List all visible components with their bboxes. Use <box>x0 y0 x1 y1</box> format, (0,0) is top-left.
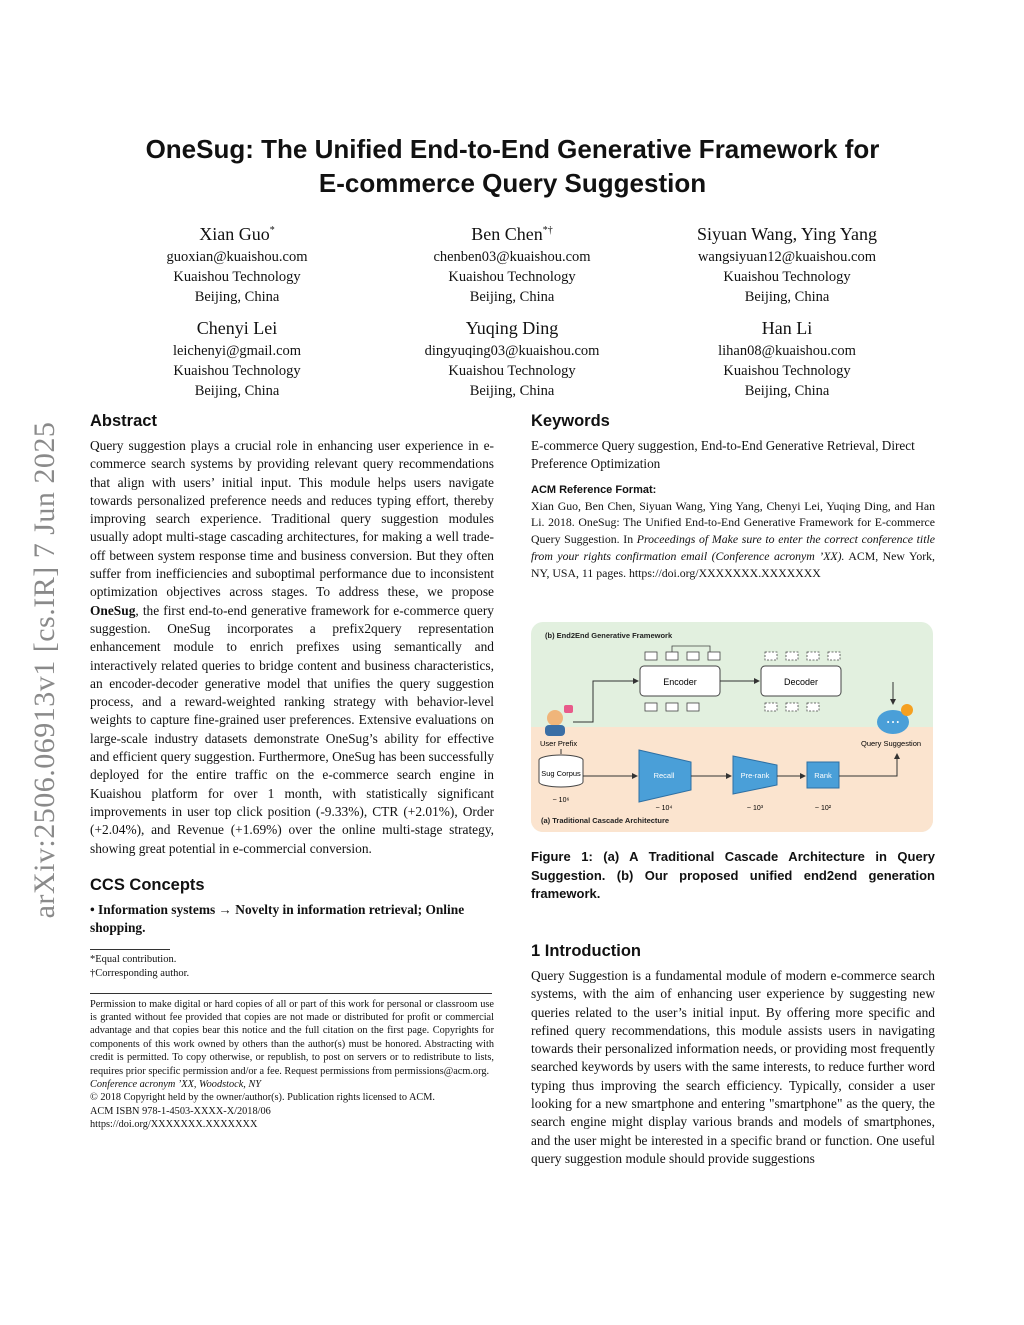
title-line-2: E-commerce Query Suggestion <box>318 168 707 198</box>
keywords-text: E-commerce Query suggestion, End-to-End Generative Retrieval, Direct Preference Optimization <box>531 438 915 472</box>
author-affiliation: Kuaishou Technology <box>173 363 301 379</box>
author-email: dingyuqing03@kuaishou.com <box>424 343 600 359</box>
author-block <box>107 218 367 307</box>
author-block <box>657 315 917 401</box>
author-email: lihan08@kuaishou.com <box>718 343 856 359</box>
permission-block <box>90 998 494 1132</box>
footnote-divider <box>90 949 170 950</box>
conference-info: Conference acronym ’XX, Woodstock, NY <box>90 1079 262 1091</box>
footnotes <box>90 953 494 980</box>
author-location: Beijing, China <box>194 289 280 305</box>
svg-text:• • •: • • • <box>886 718 900 727</box>
recall-label: Recall <box>653 771 675 780</box>
count-rank: ~ 10² <box>814 805 832 812</box>
introduction-heading: 1 Introduction <box>531 942 641 960</box>
paper-title <box>90 132 935 200</box>
abstract-text: Query suggestion plays a crucial role in enhancing user experience in e-commerce search systems by providing relevant query recommendations that align with users’ initial input. This module helps users navigate towards personalized preference needs and reduces typing effort, thereby improving search experience. Traditional query suggestion modules usually adopt multi-stage cascading architectures, for making a well trade-off between system response time and business conversion. But they often suffer from inefficiencies and suboptimal performance due to inconsistent optimization objectives across stages. To address these, we propose OneSug, the first end-to-end generative framework for e-commerce query suggestion. OneSug incorporates a prefix2query representation enhancement module to enrich prefixes using semantically and interactively related queries to bridge content and business characteristics, an encoder-decoder generative model that unifies the query suggestion process, and a reward-weighted ranking strategy with behavior-level weights to capture fine-grained user preferences. Extensive evaluations on large-scale industry datasets demonstrate OneSug’s ability for effective and efficient query suggestion. Furthermore, OneSug has been successfully deployed for the entire traffic on the e-commerce search engine in Kuaishou platform for over 1 month, with statistically significant improvements in user top click position (-9.33%), CTR (+2.01%), Order (+2.04%), and Revenue (+1.69%) over the online multi-stage strategy, showing great potential in e-commercial conversion. <box>90 438 494 856</box>
right-column <box>531 412 935 582</box>
acm-reference-text: Xian Guo, Ben Chen, Siyuan Wang, Ying Yang, Chenyi Lei, Yuqing Ding, and Han Li. 2018. OneSug: The Unified End-to-End Generative Framework for E-commerce Query Suggestion. In Proceedings of Make sure to enter the correct conference title from your rights confirmation email (Conference acronym ’XX). ACM, New York, NY, USA, 11 pages. https://doi.org/XXXXXXX.XXXXXXX <box>531 498 936 580</box>
author-location: Beijing, China <box>194 383 280 399</box>
author-affiliation: Kuaishou Technology <box>448 269 576 285</box>
copyright-text: © 2018 Copyright held by the owner/author(s). Publication rights licensed to ACM. <box>90 1092 436 1104</box>
notification-badge <box>564 705 573 713</box>
permission-divider <box>90 993 492 994</box>
figure-1-diagram <box>531 622 933 832</box>
arxiv-sidebar-stamp <box>28 390 62 950</box>
author-affiliation: Kuaishou Technology <box>173 269 301 285</box>
query-suggestion-label: Query Suggestion <box>861 739 922 748</box>
author-name: Ben Chen <box>471 224 543 244</box>
author-location: Beijing, China <box>744 383 830 399</box>
author-affiliation: Kuaishou Technology <box>448 363 576 379</box>
author-mark: *† <box>542 225 553 236</box>
author-name: Yuqing Ding <box>465 318 559 338</box>
author-name: Han Li <box>761 318 813 338</box>
footnote-equal: *Equal contribution. <box>90 954 177 966</box>
title-line-1: OneSug: The Unified End-to-End Generative Framework for <box>145 134 880 164</box>
author-email: leichenyi@gmail.com <box>172 343 302 359</box>
prerank-label: Pre-rank <box>740 771 770 780</box>
author-location: Beijing, China <box>744 289 830 305</box>
introduction-section <box>531 942 935 1168</box>
author-block <box>107 315 367 401</box>
label-end2end: (b) End2End Generative Framework <box>545 631 673 640</box>
left-column <box>90 412 494 1132</box>
figure-1-caption: Figure 1: (a) A Traditional Cascade Architecture in Query Suggestion. (b) Our proposed unified end2end generation framework. <box>531 849 935 901</box>
decoder-label: Decoder <box>783 677 819 687</box>
author-email: wangsiyuan12@kuaishou.com <box>697 249 877 265</box>
label-cascade: (a) Traditional Cascade Architecture <box>541 816 670 825</box>
footnote-corresponding: †Corresponding author. <box>90 968 190 980</box>
author-location: Beijing, China <box>469 289 555 305</box>
author-location: Beijing, China <box>469 383 555 399</box>
introduction-text: Query Suggestion is a fundamental module of modern e-commerce search systems, with the aim of enhancing user experience by suggesting new queries related to the user’s initial input. By offering more specific and refined query recommendations, this module assists users in navigating towards their personalized information needs, or providing most frequently searched keywords by users with the same interests, to reduce further word typing thus improving the search efficiency. Typically, consider a user looking for a new smartphone and entering "smartphone" as the query, the search engine might display various brands and models of smartphones, and the user might be interested in a specific brand or function. One useful query suggestion module should provide suggestions <box>531 968 935 1166</box>
author-name: Xian Guo <box>199 224 270 244</box>
encoder-label: Encoder <box>663 677 697 687</box>
author-name: Chenyi Lei <box>196 318 278 338</box>
author-mark: * <box>269 225 275 236</box>
arxiv-identifier: arXiv:2506.06913v1 [cs.IR] 7 Jun 2025 <box>28 421 61 919</box>
author-block <box>657 218 917 307</box>
count-prerank: ~ 10³ <box>746 805 764 812</box>
lightbulb-icon <box>901 704 913 716</box>
isbn-text: ACM ISBN 978-1-4503-XXXX-X/2018/06 <box>90 1105 271 1117</box>
sug-corpus-label: Sug Corpus <box>541 769 581 778</box>
author-email: guoxian@kuaishou.com <box>166 249 308 265</box>
count-recall: ~ 10⁴ <box>655 805 673 812</box>
ccs-heading: CCS Concepts <box>90 875 205 894</box>
author-name: Siyuan Wang, Ying Yang <box>696 224 878 244</box>
user-avatar <box>547 710 563 726</box>
author-block <box>382 315 642 401</box>
abstract-heading: Abstract <box>90 412 157 430</box>
permission-text: Permission to make digital or hard copies of all or part of this work for personal or classroom use is granted without fee provided that copies are not made or distributed for profit or commercial advantage and that copies bear this notice and the full citation on the first page. Copyrights for components of this work owned by others than the author(s) must be honored. Abstracting with credit is permitted. To copy otherwise, or republish, to post on servers or to redistribute to lists, requires prior specific permission and/or a fee. Request permissions from permissions@acm.org. <box>90 998 494 1077</box>
ccs-text: • Information systems → Novelty in information retrieval; Online shopping. <box>90 901 465 936</box>
author-email: chenben03@kuaishou.com <box>433 249 591 265</box>
author-block <box>382 218 642 307</box>
author-affiliation: Kuaishou Technology <box>723 269 851 285</box>
acm-reference-heading: ACM Reference Format: <box>531 483 657 496</box>
framework-name: OneSug <box>90 602 136 618</box>
count-corpus: ~ 10⁶ <box>552 797 570 804</box>
rank-label: Rank <box>814 771 832 780</box>
author-affiliation: Kuaishou Technology <box>723 363 851 379</box>
keywords-heading: Keywords <box>531 412 610 430</box>
doi-link[interactable]: https://doi.org/XXXXXXX.XXXXXXX <box>90 1119 258 1131</box>
user-prefix-label: User Prefix <box>540 739 578 748</box>
